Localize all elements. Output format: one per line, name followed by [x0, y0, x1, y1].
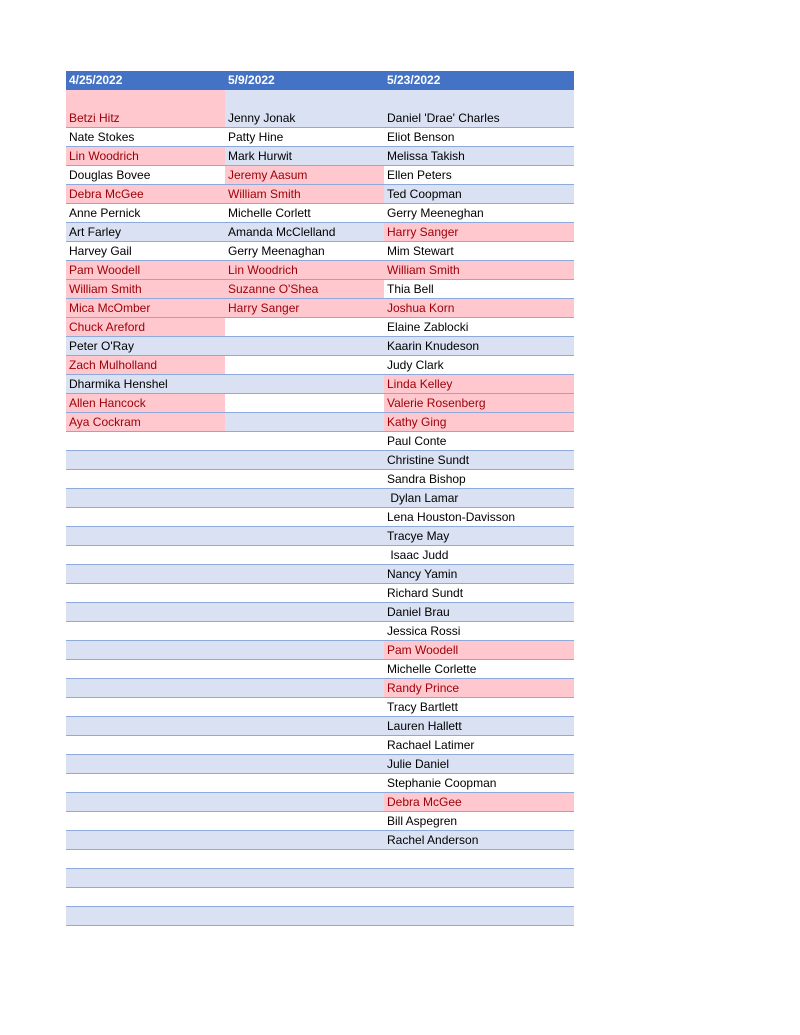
- table-cell[interactable]: [66, 508, 225, 526]
- table-row: [66, 565, 574, 584]
- table-cell[interactable]: [225, 451, 384, 469]
- table-cell[interactable]: [225, 432, 384, 450]
- table-cell[interactable]: [225, 337, 384, 355]
- table-cell[interactable]: Bill Aspegren: [387, 814, 458, 828]
- table-row: [66, 470, 574, 489]
- table-cell[interactable]: [384, 888, 574, 906]
- table-cell[interactable]: Harry Sanger: [225, 299, 384, 317]
- table-cell[interactable]: Tracye May: [384, 527, 574, 545]
- table-cell[interactable]: Julie Daniel: [384, 755, 574, 773]
- table-cell[interactable]: Nancy Yamin: [384, 565, 574, 583]
- table-cell[interactable]: [66, 527, 225, 545]
- table-row: [66, 128, 574, 147]
- table-cell[interactable]: [225, 869, 384, 887]
- table-cell[interactable]: Jenny Jonak: [225, 90, 384, 127]
- table-row: [66, 280, 574, 299]
- table-cell[interactable]: Mica McOmber: [66, 299, 225, 317]
- header-date-1[interactable]: 4/25/2022: [69, 73, 123, 87]
- table-cell[interactable]: Harvey Gail: [69, 244, 132, 258]
- table-cell[interactable]: [66, 584, 225, 602]
- table-cell[interactable]: Sandra Bishop: [387, 472, 466, 486]
- table-row: [66, 907, 574, 926]
- table-cell[interactable]: [66, 470, 225, 488]
- table-cell[interactable]: Pam Woodell: [66, 261, 225, 279]
- table-row: [66, 451, 574, 470]
- table-cell[interactable]: [225, 907, 384, 925]
- table-cell[interactable]: [225, 698, 384, 716]
- table-cell[interactable]: [66, 603, 225, 621]
- table-row: [66, 603, 574, 622]
- table-cell[interactable]: Allen Hancock: [66, 394, 225, 412]
- table-cell[interactable]: [66, 831, 225, 849]
- table-body: [66, 90, 574, 926]
- table-cell[interactable]: Harry Sanger: [384, 223, 574, 241]
- table-row: [66, 204, 574, 223]
- table-cell[interactable]: Gerry Meenaghan: [228, 244, 325, 258]
- table-cell[interactable]: Patty Hine: [228, 130, 284, 144]
- table-cell[interactable]: Jessica Rossi: [387, 624, 461, 638]
- table-cell[interactable]: Linda Kelley: [384, 375, 574, 393]
- table-cell[interactable]: [225, 546, 384, 564]
- table-cell[interactable]: [66, 736, 225, 754]
- table-cell[interactable]: [225, 413, 384, 431]
- table-cell[interactable]: [66, 850, 225, 868]
- table-cell[interactable]: [66, 755, 225, 773]
- table-row: [66, 584, 574, 603]
- table-cell[interactable]: [66, 793, 225, 811]
- table-cell[interactable]: Zach Mulholland: [66, 356, 225, 374]
- table-cell[interactable]: Chuck Areford: [66, 318, 225, 336]
- table-cell[interactable]: Judy Clark: [387, 358, 444, 372]
- table-row: [66, 318, 574, 337]
- table-row: [66, 413, 574, 432]
- table-row: [66, 432, 574, 451]
- table-cell[interactable]: Michelle Corlette: [387, 662, 477, 676]
- table-cell[interactable]: [225, 622, 384, 640]
- table-cell[interactable]: [66, 812, 225, 830]
- table-row: [66, 527, 574, 546]
- table-row: [66, 261, 574, 280]
- table-row: [66, 679, 574, 698]
- table-cell[interactable]: Rachael Latimer: [387, 738, 475, 752]
- table-row: [66, 299, 574, 318]
- table-cell[interactable]: Ellen Peters: [387, 168, 452, 182]
- table-cell[interactable]: Christine Sundt: [384, 451, 574, 469]
- table-cell[interactable]: [66, 888, 225, 906]
- table-cell[interactable]: Kathy Ging: [384, 413, 574, 431]
- table-cell[interactable]: [66, 546, 225, 564]
- table-cell[interactable]: Anne Pernick: [69, 206, 141, 220]
- table-cell[interactable]: [225, 565, 384, 583]
- table-row: [66, 641, 574, 660]
- table-cell[interactable]: [225, 375, 384, 393]
- table-cell[interactable]: [225, 603, 384, 621]
- table-cell[interactable]: Isaac Judd: [387, 548, 449, 562]
- table-row: [66, 888, 574, 907]
- table-cell[interactable]: [66, 698, 225, 716]
- table-cell[interactable]: [66, 432, 225, 450]
- table-cell[interactable]: [384, 869, 574, 887]
- table-cell[interactable]: William Smith: [66, 280, 225, 298]
- table-cell[interactable]: Debra McGee: [66, 185, 225, 203]
- table-row: [66, 223, 574, 242]
- table-cell[interactable]: [225, 717, 384, 735]
- table-cell[interactable]: [225, 793, 384, 811]
- table-row: [66, 698, 574, 717]
- table-row: [66, 90, 574, 128]
- table-row: [66, 147, 574, 166]
- table-row: [66, 489, 574, 508]
- table-cell[interactable]: [225, 584, 384, 602]
- table-cell[interactable]: Kaarin Knudeson: [384, 337, 574, 355]
- table-cell[interactable]: Jeremy Aasum: [225, 166, 384, 184]
- table-row: [66, 869, 574, 888]
- table-cell[interactable]: [225, 679, 384, 697]
- table-cell[interactable]: Dylan Lamar: [384, 489, 574, 507]
- table-cell[interactable]: [225, 508, 384, 526]
- table-cell[interactable]: Tracy Bartlett: [387, 700, 458, 714]
- table-row: [66, 831, 574, 850]
- table-cell[interactable]: Michelle Corlett: [228, 206, 311, 220]
- table-cell[interactable]: Richard Sundt: [387, 586, 464, 600]
- table-cell[interactable]: Aya Cockram: [66, 413, 225, 431]
- table-cell[interactable]: [225, 318, 384, 336]
- table-cell[interactable]: [225, 641, 384, 659]
- table-cell[interactable]: Randy Prince: [384, 679, 574, 697]
- table-cell[interactable]: [225, 736, 384, 754]
- table-cell[interactable]: [66, 641, 225, 659]
- table-row: [66, 508, 574, 527]
- header-date-3[interactable]: 5/23/2022: [387, 73, 441, 87]
- table-cell[interactable]: William Smith: [225, 185, 384, 203]
- table-row: [66, 850, 574, 869]
- table-cell[interactable]: Eliot Benson: [387, 130, 455, 144]
- table-row: [66, 337, 574, 356]
- table-row: [66, 660, 574, 679]
- table-cell[interactable]: Ted Coopman: [384, 185, 574, 203]
- table-cell[interactable]: Joshua Korn: [384, 299, 574, 317]
- table-cell[interactable]: Pam Woodell: [384, 641, 574, 659]
- table-cell[interactable]: [225, 660, 384, 678]
- table-cell[interactable]: [66, 717, 225, 735]
- table-row: [66, 812, 574, 831]
- table-cell[interactable]: [225, 888, 384, 906]
- table-row: [66, 546, 574, 565]
- table-cell[interactable]: [66, 774, 225, 792]
- table-cell[interactable]: [66, 565, 225, 583]
- table-row: [66, 185, 574, 204]
- table-cell[interactable]: [225, 755, 384, 773]
- table-cell[interactable]: Lauren Hallett: [384, 717, 574, 735]
- table-cell[interactable]: Rachel Anderson: [384, 831, 574, 849]
- table-cell[interactable]: Art Farley: [66, 223, 225, 241]
- table-cell[interactable]: [225, 470, 384, 488]
- table-cell[interactable]: [66, 907, 225, 925]
- table-cell[interactable]: [66, 660, 225, 678]
- table-row: [66, 242, 574, 261]
- table-cell[interactable]: Valerie Rosenberg: [384, 394, 574, 412]
- table-cell[interactable]: [66, 622, 225, 640]
- table-row: [66, 755, 574, 774]
- table-row: [66, 356, 574, 375]
- table-row: [66, 622, 574, 641]
- table-cell[interactable]: [225, 527, 384, 545]
- table-cell[interactable]: [384, 850, 574, 868]
- table-cell[interactable]: Amanda McClelland: [225, 223, 384, 241]
- table-cell[interactable]: [225, 850, 384, 868]
- table-cell[interactable]: William Smith: [384, 261, 574, 279]
- table-cell[interactable]: [66, 869, 225, 887]
- table-cell[interactable]: [66, 451, 225, 469]
- table-row: [66, 375, 574, 394]
- header-row: [66, 71, 574, 90]
- table-cell[interactable]: [225, 774, 384, 792]
- table-row: [66, 774, 574, 793]
- header-date-2[interactable]: 5/9/2022: [228, 73, 275, 87]
- table-cell[interactable]: Lin Woodrich: [225, 261, 384, 279]
- table-cell[interactable]: Douglas Bovee: [69, 168, 151, 182]
- table-cell[interactable]: [66, 489, 225, 507]
- table-cell[interactable]: Suzanne O'Shea: [225, 280, 384, 298]
- table-cell[interactable]: Mark Hurwit: [225, 147, 384, 165]
- table-row: [66, 736, 574, 755]
- table-cell[interactable]: Melissa Takish: [384, 147, 574, 165]
- table-cell[interactable]: Daniel Brau: [384, 603, 574, 621]
- table-cell[interactable]: Paul Conte: [387, 434, 447, 448]
- table-cell[interactable]: Stephanie Coopman: [387, 776, 497, 790]
- table-cell[interactable]: Lena Houston-Davisson: [387, 510, 516, 524]
- table-cell[interactable]: Mim Stewart: [387, 244, 454, 258]
- table-cell[interactable]: Elaine Zablocki: [387, 320, 469, 334]
- table-cell[interactable]: Daniel 'Drae' Charles: [384, 90, 574, 127]
- table-cell[interactable]: Thia Bell: [387, 282, 434, 296]
- table-cell[interactable]: [225, 394, 384, 412]
- table-cell[interactable]: Gerry Meeneghan: [387, 206, 484, 220]
- table-cell[interactable]: Dharmika Henshel: [66, 375, 225, 393]
- spreadsheet-table: [66, 71, 574, 926]
- table-cell[interactable]: [384, 907, 574, 925]
- table-row: [66, 717, 574, 736]
- table-cell[interactable]: [225, 356, 384, 374]
- table-cell[interactable]: Betzi Hitz: [66, 90, 225, 127]
- table-cell[interactable]: Peter O'Ray: [66, 337, 225, 355]
- table-cell[interactable]: Nate Stokes: [69, 130, 135, 144]
- table-cell[interactable]: [225, 812, 384, 830]
- table-row: [66, 793, 574, 812]
- table-cell[interactable]: [66, 679, 225, 697]
- table-cell[interactable]: [225, 831, 384, 849]
- table-cell[interactable]: [225, 489, 384, 507]
- table-row: [66, 394, 574, 413]
- table-cell[interactable]: Debra McGee: [384, 793, 574, 811]
- table-cell[interactable]: Lin Woodrich: [66, 147, 225, 165]
- table-row: [66, 166, 574, 185]
